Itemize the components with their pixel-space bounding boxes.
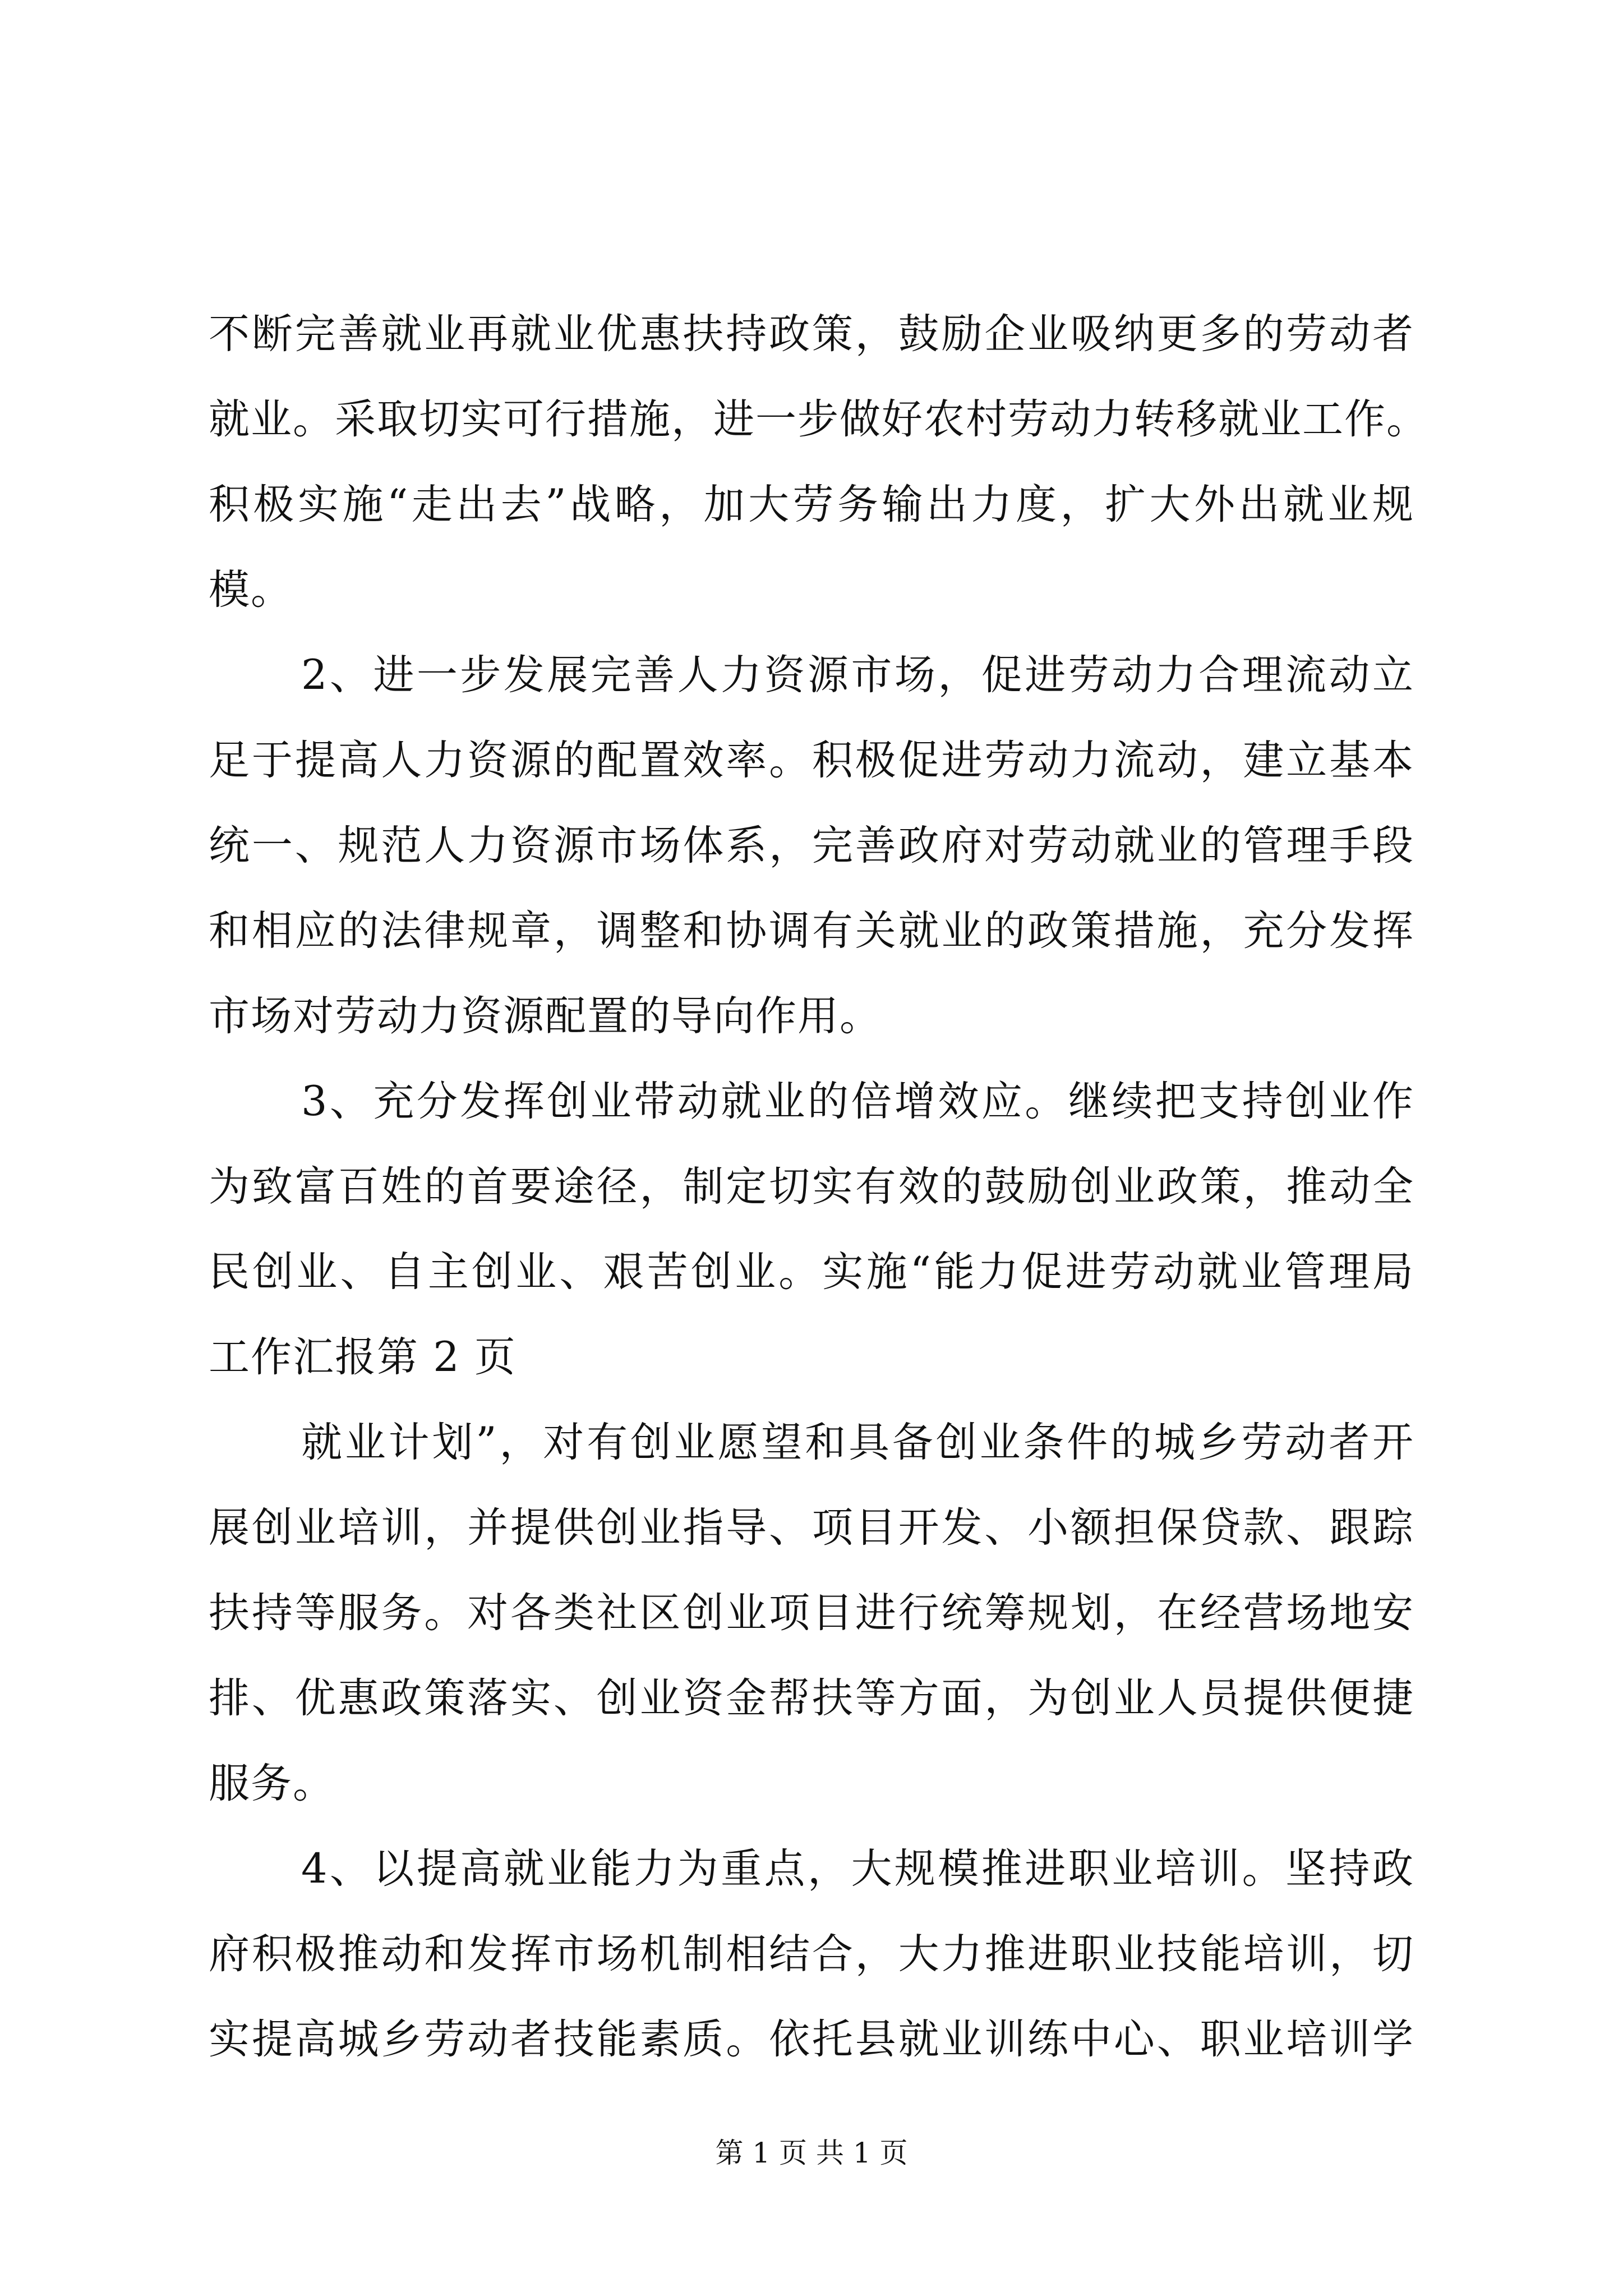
text-line: 市场对劳动力资源配置的导向作用。 — [209, 992, 882, 1040]
text-line: 府积极推动和发挥市场机制相结合，大力推进职业技能培训，切 — [209, 1930, 1414, 1978]
page-number-label: 第 1 页 共 1 页 — [715, 2137, 908, 2169]
text-line: 扶持等服务。对各类社区创业项目进行统筹规划，在经营场地安 — [209, 1589, 1414, 1637]
text-line: 模。 — [209, 566, 293, 614]
text-line: 民创业、自主创业、艰苦创业。实施“能力促进劳动就业管理局 — [209, 1248, 1414, 1296]
text-line: 2、进一步发展完善人力资源市场，促进劳动力合理流动立 — [301, 651, 1414, 699]
text-line: 展创业培训，并提供创业指导、项目开发、小额担保贷款、跟踪 — [209, 1504, 1414, 1552]
text-line: 足于提高人力资源的配置效率。积极促进劳动力流动，建立基本 — [209, 737, 1414, 784]
text-line: 实提高城乡劳动者技能素质。依托县就业训练中心、职业培训学 — [209, 2016, 1414, 2063]
text-line: 统一、规范人力资源市场体系，完善政府对劳动就业的管理手段 — [209, 822, 1414, 869]
text-line: 为致富百姓的首要途径，制定切实有效的鼓励创业政策，推动全 — [209, 1163, 1414, 1211]
text-line: 就业计划”，对有创业愿望和具备创业条件的城乡劳动者开 — [301, 1419, 1414, 1466]
text-line: 排、优惠政策落实、创业资金帮扶等方面，为创业人员提供便捷 — [209, 1674, 1414, 1722]
text-line: 4、以提高就业能力为重点，大规模推进职业培训。坚持政 — [301, 1845, 1414, 1893]
text-line: 服务。 — [209, 1760, 335, 1807]
text-line: 积极实施“走出去”战略，加大劳务输出力度，扩大外出就业规 — [209, 481, 1414, 528]
text-line: 和相应的法律规章，调整和协调有关就业的政策措施，充分发挥 — [209, 907, 1414, 955]
document-body — [209, 292, 1428, 2082]
page-footer — [0, 2136, 1623, 2170]
text-line: 3、充分发挥创业带动就业的倍增效应。继续把支持创业作 — [301, 1078, 1414, 1125]
text-line: 工作汇报第 2 页 — [209, 1333, 517, 1381]
text-line: 就业。采取切实可行措施，进一步做好农村劳动力转移就业工作。 — [209, 395, 1428, 443]
text-line: 不断完善就业再就业优惠扶持政策，鼓励企业吸纳更多的劳动者 — [209, 310, 1414, 358]
